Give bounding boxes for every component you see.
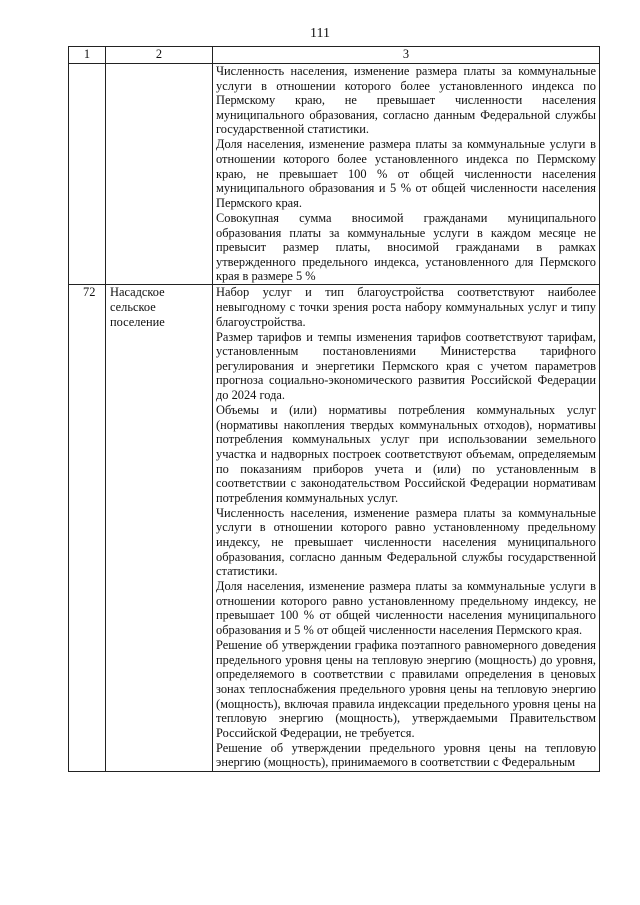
- column-header-1: 1: [69, 47, 106, 64]
- column-header-3: 3: [213, 47, 600, 64]
- condition-paragraph: Доля населения, изменение размера платы за коммунальные услуги в отношении которого равно установленному предельному индексу, не превышает 100 % от общей численности населения муниципального образования и 5 % от общей численности населения Пермского края.: [216, 579, 596, 638]
- condition-paragraph: Решение об утверждении графика поэтапного равномерного доведения предельного уровня цены на тепловую энергию (мощность) до уровня, определяемого в соответствии с правилами определения в ценовых зонах теплоснабжения предельного уровня цены на тепловую энергию (мощность), включая правила индексации предельного уровня цены на тепловую энергию (мощность), утверждаемыми Правительством Российской Федерации, не требуется.: [216, 638, 596, 740]
- condition-paragraph: Доля населения, изменение размера платы за коммунальные услуги в отношении которого более установленного индекса по Пермскому краю, не превышает 100 % от общей численности населения муниципального образования и 5 % от общей численности населения Пермского края.: [216, 137, 596, 210]
- condition-paragraph: Совокупная сумма вносимой гражданами муниципального образования платы за коммунальные услуги в каждом месяце не превысит размер платы, вносимой гражданами в рамках утвержденного предельного индекса, установленного для Пермского края в размере 5 %: [216, 210, 596, 284]
- document-table: [68, 46, 600, 772]
- row-number-cell: 72: [69, 285, 106, 771]
- conditions-cell: [213, 285, 600, 771]
- settlement-name-cell: Насадское сельское поселение: [106, 285, 213, 771]
- condition-paragraph: Объемы и (или) нормативы потребления коммунальных услуг (нормативы накопления твердых коммунальных отходов), нормативы потребления коммунальных услуг при использовании земельного участка и надворных построек соответствуют объемам, определяемым по показаниям приборов учета и (или) по установленным в соответствии с законодательством Российской Федерации нормативам потребления коммунальных услуг.: [216, 403, 596, 505]
- column-header-2: 2: [106, 47, 213, 64]
- row-number-cell: [69, 64, 106, 285]
- conditions-cell: [213, 64, 600, 285]
- condition-paragraph: Решение об утверждении предельного уровня цены на тепловую энергию (мощность), принимаемого в соответствии с Федеральным: [216, 740, 596, 770]
- settlement-name-cell: [106, 64, 213, 285]
- condition-paragraph: Размер тарифов и темпы изменения тарифов соответствуют тарифам, установленным постановлениями Министерства тарифного регулирования и энергетики Пермского края с учетом параметров прогноза социально-экономического развития Российской Федерации до 2024 года.: [216, 329, 596, 403]
- condition-paragraph: Численность населения, изменение размера платы за коммунальные услуги в отношении которого равно установленному предельному индексу, не превышает численности населения муниципального образования, согласно данным Федеральной службы государственной статистики.: [216, 505, 596, 579]
- table-row: [69, 64, 600, 285]
- condition-paragraph: Набор услуг и тип благоустройства соответствуют наиболее невыгодному с точки зрения роста набору коммунальных услуг и типу благоустройства.: [216, 285, 596, 329]
- condition-paragraph: Численность населения, изменение размера платы за коммунальные услуги в отношении которого более установленного индекса по Пермскому краю, не превышает численности населения муниципального образования, согласно данным Федеральной службы государственной статистики.: [216, 64, 596, 137]
- table-header-row: [69, 47, 600, 64]
- table-row: [69, 285, 600, 771]
- page-number: 111: [310, 26, 330, 41]
